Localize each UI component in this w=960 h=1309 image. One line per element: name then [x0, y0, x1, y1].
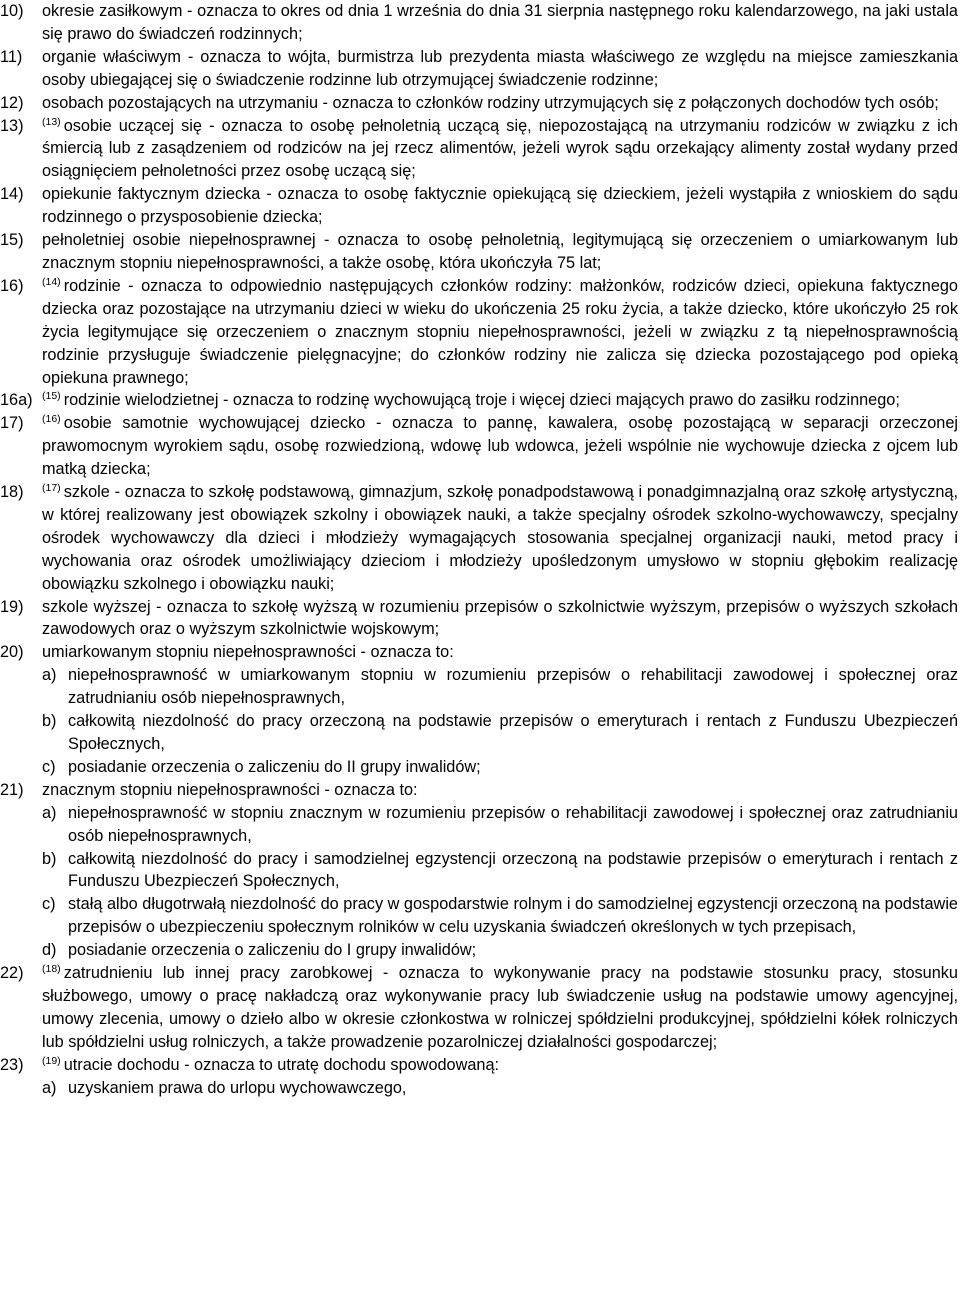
item-body	[42, 115, 958, 184]
item-body	[42, 46, 958, 92]
definition-item	[0, 389, 958, 412]
sub-item-label: a)	[42, 803, 57, 822]
definition-item	[0, 46, 958, 92]
footnote-reference: (16)	[42, 413, 61, 426]
item-text: znacznym stopniu niepełnosprawności - oznacza to:	[42, 780, 418, 799]
item-body	[42, 389, 958, 412]
item-body	[42, 1054, 958, 1077]
sub-item-label: b)	[42, 849, 57, 868]
footnote-reference: (19)	[42, 1054, 61, 1067]
sub-item	[42, 756, 958, 779]
sub-item-label: b)	[42, 712, 57, 731]
definition-item	[0, 183, 958, 229]
item-text: rodzinie - oznacza to odpowiednio następujących członków rodziny: małżonków, rodziców dzieci, opiekuna faktycznego dziecka oraz pozostające na utrzymaniu dzieci w wieku do ukończenia 25 roku życia, a także dziecko, które ukończyło 25 rok życia legitymujące się orzeczeniem o znacznym stopniu niepełnosprawności, jeżeli w związku z tą niepełnosprawnością rodzinie przysługuje świadczenie pielęgnacyjne; do członków rodziny nie zalicza się dziecka pozostającego pod opieką opiekuna prawnego;	[42, 276, 958, 387]
sub-item	[42, 664, 958, 710]
footnote-reference: (18)	[42, 963, 61, 976]
sub-item-label: a)	[42, 1078, 57, 1097]
item-text: osobach pozostających na utrzymaniu - oznacza to członków rodziny utrzymujących się z połączonych dochodów tych osób;	[42, 93, 939, 112]
item-body	[42, 183, 958, 229]
item-body	[42, 779, 958, 802]
item-number: 16a)	[0, 391, 33, 410]
sub-item-label: c)	[42, 757, 56, 776]
item-number: 13)	[0, 116, 24, 135]
item-text: rodzinie wielodzietnej - oznacza to rodzinę wychowującą troje i więcej dzieci mających prawo do zasiłku rodzinnego;	[63, 391, 900, 410]
footnote-reference: (15)	[42, 390, 61, 403]
item-text: szkole - oznacza to szkołę podstawową, gimnazjum, szkołę ponadpodstawową i ponadgimnazjalną oraz szkołę artystyczną, w której realizowany jest obowiązek szkolny i obowiązek nauki, a także specjalny ośrodek szkolno-wychowawczy, specjalny ośrodek wychowawczy dla dzieci i młodzieży wymagających stosowania specjalnej organizacji nauki, metod pracy i wychowania oraz ośrodek umożliwiający dzieciom i młodzieży upośledzonym umysłowo w stopniu głębokim realizację obowiązku szkolnego i obowiązku nauki;	[42, 483, 958, 593]
item-body	[42, 229, 958, 275]
item-number: 18)	[0, 483, 24, 502]
item-body	[42, 92, 958, 115]
item-text: okresie zasiłkowym - oznacza to okres od dnia 1 września do dnia 31 sierpnia następnego roku kalendarzowego, na jaki ustala się prawo do świadczeń rodzinnych;	[42, 2, 958, 43]
item-number: 19)	[0, 597, 24, 616]
item-number: 15)	[0, 231, 24, 250]
sub-item-text: całkowitą niezdolność do pracy orzeczoną na podstawie przepisów o emeryturach i rentach z Funduszu Ubezpieczeń Społecznych,	[68, 712, 958, 753]
item-body	[42, 412, 958, 481]
item-body	[42, 275, 958, 390]
item-number: 11)	[0, 47, 23, 66]
item-text: osobie samotnie wychowującej dziecko - oznacza to pannę, kawalera, osobę pozostającą w separacji orzeczonej prawomocnym wyrokiem sądu, osobę rozwiedzioną, wdowę lub wdowca, jeżeli wspólnie nie wychowuje dziecka z ojcem lub matką dziecka;	[42, 414, 958, 479]
definition-item	[0, 641, 958, 778]
sub-item-text: posiadanie orzeczenia o zaliczeniu do I grupy inwalidów;	[68, 941, 477, 960]
item-text: szkole wyższej - oznacza to szkołę wyższą w rozumieniu przepisów o szkolnictwie wyższym, przepisów o wyższych szkołach zawodowych oraz o wyższym szkolnictwie wojskowym;	[42, 597, 958, 639]
sub-item	[42, 893, 958, 939]
definition-item	[0, 481, 958, 596]
sub-item-text: uzyskaniem prawa do urlopu wychowawczego,	[68, 1078, 407, 1097]
definition-item	[0, 412, 958, 481]
item-body	[42, 0, 958, 46]
definition-item	[0, 229, 958, 275]
item-number: 21)	[0, 780, 24, 799]
sub-item-text: całkowitą niezdolność do pracy i samodzielnej egzystencji orzeczoną na podstawie przepisów o emeryturach i rentach z Funduszu Ubezpieczeń Społecznych,	[68, 849, 958, 891]
item-number: 16)	[0, 276, 24, 295]
footnote-reference: (17)	[42, 482, 61, 495]
definition-item	[0, 275, 958, 390]
definition-item	[0, 115, 958, 184]
definition-item	[0, 92, 958, 115]
item-body	[42, 481, 958, 596]
sub-item	[42, 710, 958, 756]
item-number: 10)	[0, 2, 24, 20]
item-body	[42, 596, 958, 642]
item-body	[42, 641, 958, 664]
item-number: 22)	[0, 964, 24, 983]
item-number: 17)	[0, 414, 24, 433]
item-number: 20)	[0, 643, 24, 662]
sub-item-text: posiadanie orzeczenia o zaliczeniu do II grupy inwalidów;	[68, 757, 481, 776]
definition-item	[0, 779, 958, 962]
sub-item-text: stałą albo długotrwałą niezdolność do pracy w gospodarstwie rolnym i do samodzielnej egzystencji orzeczoną na podstawie przepisów o ubezpieczeniu społecznym rolników w celu uzyskania świadczeń określonych w tych przepisach,	[68, 895, 958, 937]
footnote-reference: (14)	[42, 275, 61, 288]
item-number: 14)	[0, 185, 24, 204]
sub-item-text: niepełnosprawność w stopniu znacznym w rozumieniu przepisów o rehabilitacji zawodowej i społecznej oraz zatrudnianiu osób niepełnosprawnych,	[68, 803, 958, 845]
definition-item	[0, 962, 958, 1054]
item-text: pełnoletniej osobie niepełnosprawnej - oznacza to osobę pełnoletnią, legitymującą się orzeczeniem o umiarkowanym lub znacznym stopniu niepełnosprawności, a także osobę, która ukończyła 75 lat;	[42, 231, 958, 272]
sub-item-text: niepełnosprawność w umiarkowanym stopniu w rozumieniu przepisów o rehabilitacji zawodowej i społecznej oraz zatrudnianiu osób niepełnosprawnych,	[68, 666, 958, 708]
sub-item-label: a)	[42, 666, 57, 685]
item-body	[42, 962, 958, 1054]
definition-item	[0, 0, 958, 46]
sub-item	[42, 802, 958, 848]
sub-item	[42, 848, 958, 894]
sub-item	[42, 1077, 958, 1100]
definition-item	[0, 596, 958, 642]
item-text: osobie uczącej się - oznacza to osobę pełnoletnią uczącą się, niepozostającą na utrzymaniu rodziców w związku z ich śmiercią lub z zasądzeniem od rodziców na jej rzecz alimentów, jeżeli wyrok sądu orzekający alimenty został wydany przed osiągnięciem pełnoletności przez osobę uczącą się;	[42, 116, 958, 181]
item-number: 12)	[0, 93, 24, 112]
item-text: umiarkowanym stopniu niepełnosprawności - oznacza to:	[42, 643, 454, 662]
sub-item	[42, 939, 958, 962]
sub-item-label: c)	[42, 895, 56, 914]
item-text: organie właściwym - oznacza to wójta, burmistrza lub prezydenta miasta właściwego ze względu na miejsce zamieszkania osoby ubiegającej się o świadczenie rodzinne lub otrzymującej świadczenie rodzinne;	[42, 47, 958, 89]
item-text: utracie dochodu - oznacza to utratę dochodu spowodowaną:	[63, 1055, 500, 1074]
definition-item	[0, 1054, 958, 1100]
item-number: 23)	[0, 1055, 24, 1074]
item-text: opiekunie faktycznym dziecka - oznacza to osobę faktycznie opiekującą się dzieckiem, jeżeli wystąpiła z wnioskiem do sądu rodzinnego o przysposobienie dziecka;	[42, 185, 958, 227]
sub-item-label: d)	[42, 941, 57, 960]
item-text: zatrudnieniu lub innej pracy zarobkowej - oznacza to wykonywanie pracy na podstawie stosunku pracy, stosunku służbowego, umowy o pracę nakładczą oraz wykonywanie pracy lub świadczenie usług na podstawie umowy agencyjnej, umowy zlecenia, umowy o dzieło albo w okresie członkostwa w rolniczej spółdzielni produkcyjnej, spółdzielni kółek rolniczych lub spółdzielni usług rolniczych, a także prowadzenie pozarolniczej działalności gospodarczej;	[42, 964, 958, 1051]
footnote-reference: (13)	[42, 115, 61, 128]
